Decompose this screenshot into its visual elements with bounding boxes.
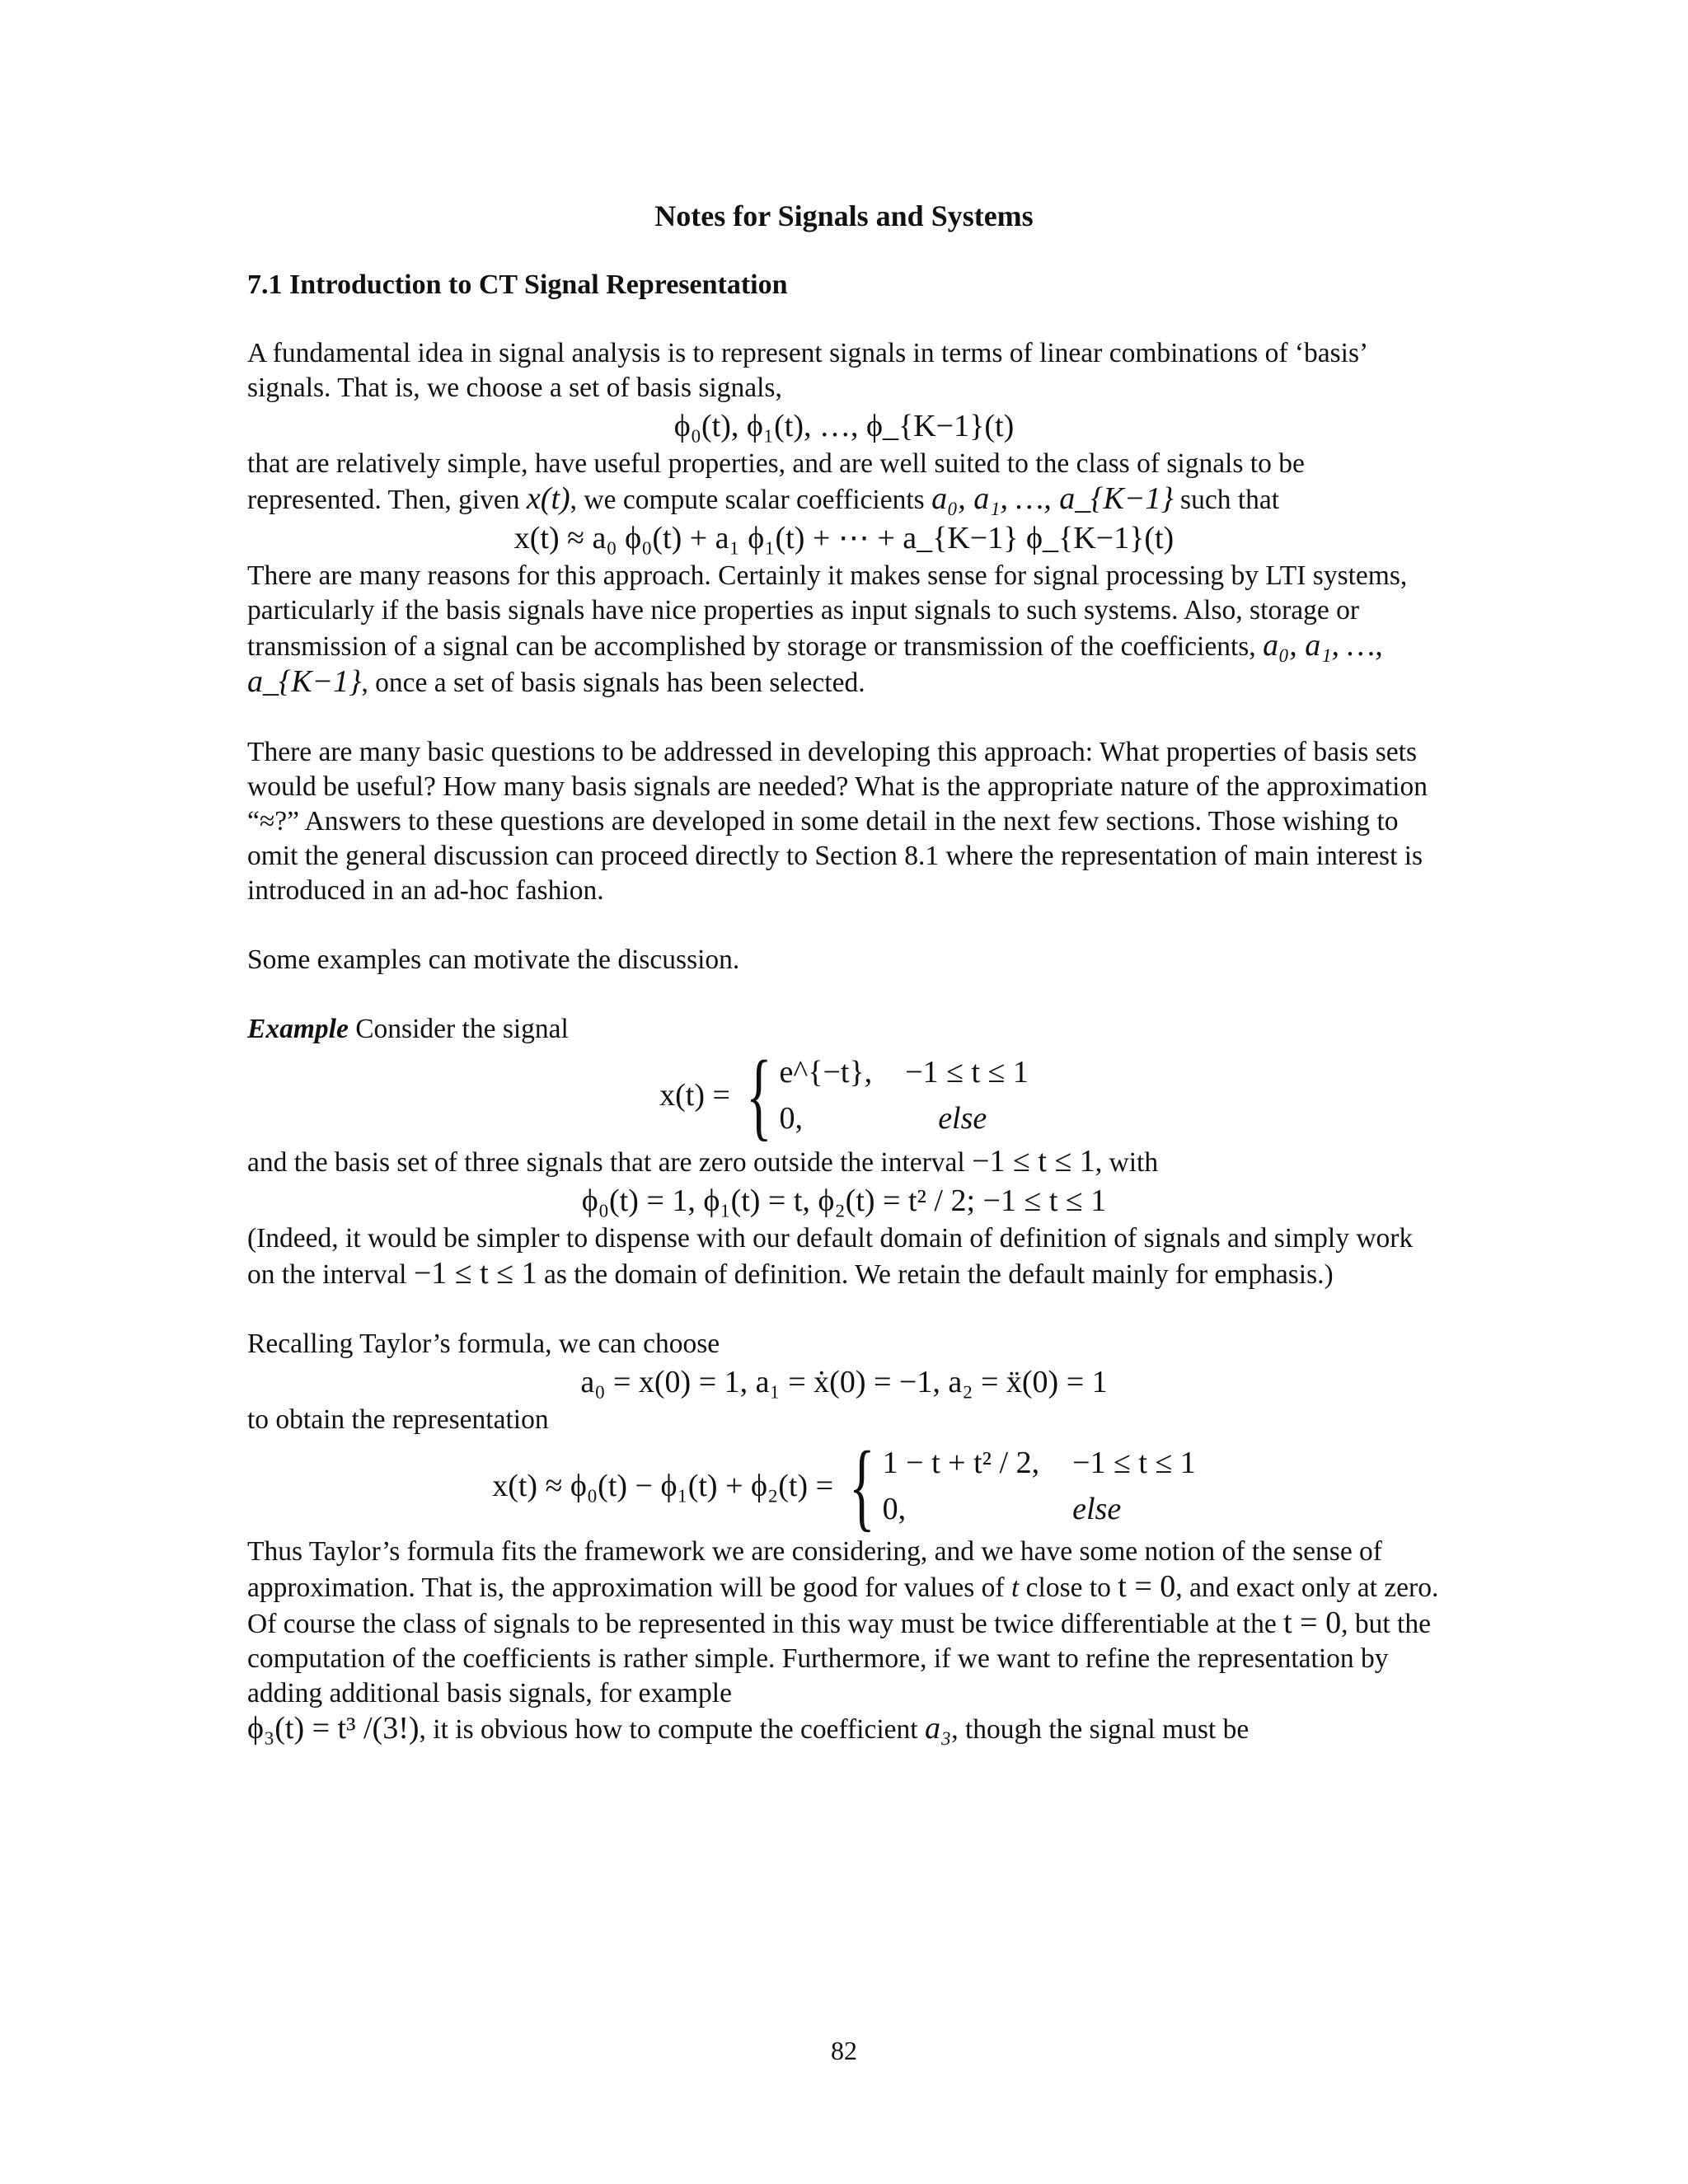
- paragraph-taylor: Recalling Taylor’s formula, we can choose: [247, 1329, 720, 1359]
- paragraph-obtain: to obtain the representation: [247, 1404, 549, 1435]
- equation-taylor-coefficients: a₀ = x(0) = 1, a₁ = ẋ(0) = −1, a₂ = ẍ(0) = 1: [580, 1365, 1108, 1399]
- equation-signal-piecewise: x(t) = { e^{−t}, −1 ≤ t ≤ 1 0, else: [659, 1040, 1029, 1150]
- equation-lhs: x(t) ≈ ϕ₀(t) − ϕ₁(t) + ϕ₂(t) =: [492, 1469, 834, 1503]
- equation-representation-piecewise: x(t) ≈ ϕ₀(t) − ϕ₁(t) + ϕ₂(t) = { 1 − t + t² / 2, −1 ≤ t ≤ 1 0, else: [492, 1431, 1196, 1540]
- paragraph-framework: Thus Taylor’s formula fits the framework we are considering, and we have some notion of the sense of approximation. That is, the approximation will be good for values of t close to t = 0, and exact only at zero. Of course the class of signals to be represented in this way must be twice differentiable at the t = 0, but the computation of the coefficients is rather simple. Furthermore, if we want to refine the representation by adding additional basis signals, for example: [247, 1536, 1439, 1708]
- equation-lhs: x(t) =: [659, 1078, 730, 1113]
- paragraph-intro: A fundamental idea in signal analysis is to represent signals in terms of linear combinations of ‘basis’ signals. That is, we choose a set of basis signals,: [247, 338, 1367, 403]
- left-brace-icon: {: [849, 1431, 875, 1540]
- paragraph-questions: There are many basic questions to be addressed in developing this approach: What properties of basis sets would be useful? How many basis signals are needed? What is the appropriate nature of the approximation “≈?” Answers to these questions are developed in some detail in the next few sections. Those wishing to omit the general discussion can proceed directly to Section 8.1 where the representation of main interest is introduced in an ad-hoc fashion.: [247, 737, 1428, 906]
- example-label: Example: [247, 1014, 349, 1044]
- paragraph-example: Example Consider the signal: [247, 1014, 569, 1044]
- page-number: 82: [831, 2036, 857, 2065]
- equation-expansion: x(t) ≈ a₀ ϕ₀(t) + a₁ ϕ₁(t) + ⋯ + a_{K−1} ϕ_{K−1}(t): [513, 521, 1175, 555]
- paragraph-phi3: ϕ₃(t) = t³ /(3!), it is obvious how to compute the coefficient a₃, though the signal must be: [247, 1711, 1250, 1746]
- paragraph-reasons: There are many reasons for this approach. Certainly it makes sense for signal processing by LTI systems, particularly if the basis signals have nice properties as input signals to such systems. Also, storage or transmission of a signal can be accomplished by storage or transmission of the coefficients, a₀, a₁, …, a_{K−1}, once a set of basis signals has been selected.: [247, 560, 1408, 699]
- paragraph-basis-set-three: and the basis set of three signals that are zero outside the interval −1 ≤ t ≤ 1, with: [247, 1144, 1159, 1179]
- equation-basis-definition: ϕ₀(t) = 1, ϕ₁(t) = t, ϕ₂(t) = t² / 2; −1 ≤ t ≤ 1: [581, 1183, 1107, 1218]
- paragraph-examples-motivate: Some examples can motivate the discussion.: [247, 944, 740, 975]
- paragraph-indeed: (Indeed, it would be simpler to dispense with our default domain of definition of signals and simply work on the interval −1 ≤ t ≤ 1 as the domain of definition. We retain the default mainly for emphasis.): [247, 1223, 1414, 1291]
- page-title: Notes for Signals and Systems: [654, 199, 1034, 232]
- paragraph-given: that are relatively simple, have useful properties, and are well suited to the class of signals to be represented. Then, given x(t), we compute scalar coefficients a₀, a₁, …, a_{K−1} such that: [247, 448, 1305, 516]
- left-brace-icon: {: [745, 1040, 772, 1150]
- section-heading: 7.1 Introduction to CT Signal Representation: [247, 269, 788, 300]
- equation-basis-set: ϕ₀(t), ϕ₁(t), …, ϕ_{K−1}(t): [673, 409, 1015, 443]
